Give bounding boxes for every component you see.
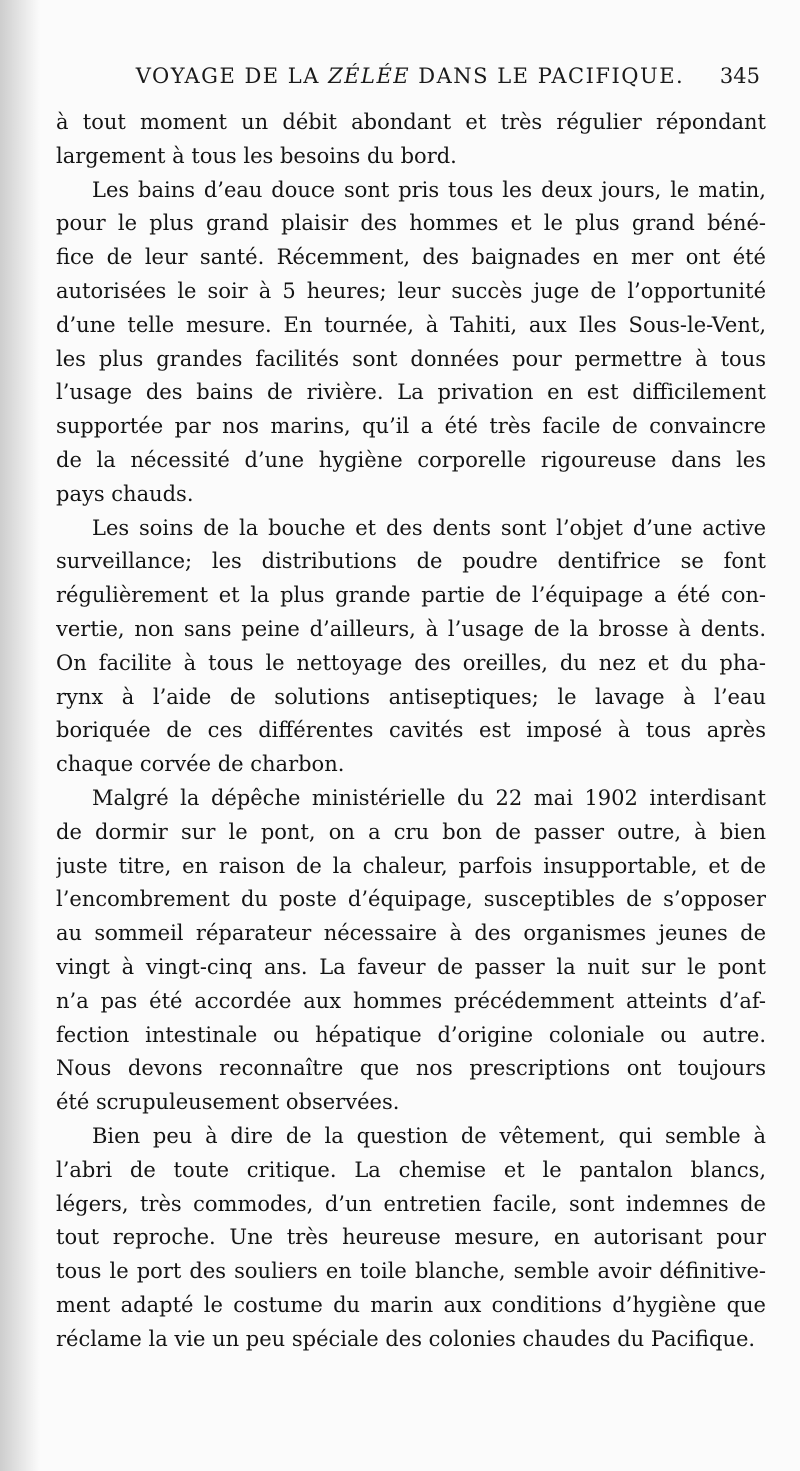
text-line: régulièrement et la plus grande partie de l’équipage a été con- — [56, 583, 766, 608]
text-line: l’encombrement du poste d’équipage, susceptibles de s’opposer — [56, 887, 766, 912]
text-line: rynx à l’aide de solutions antiseptiques; le lavage à l’eau — [56, 684, 766, 709]
text-line: de dormir sur le pont, on a cru bon de passer outre, à bien — [56, 819, 766, 844]
text-line: l’abri de toute critique. La chemise et le pantalon blancs, — [56, 1157, 766, 1182]
text-line: autorisées le soir à 5 heures; leur succès juge de l’opportunité — [56, 278, 766, 303]
text-line: chaque corvée de charbon. — [56, 752, 345, 777]
text-line: fection intestinale ou hépatique d’origine coloniale ou autre. — [56, 1022, 766, 1047]
text-line: l’usage des bains de rivière. La privation en est difficilement — [56, 380, 766, 405]
text-line: tous le port des souliers en toile blanche, semble avoir définitive- — [56, 1259, 766, 1284]
text-line: juste titre, en raison de la chaleur, parfois insupportable, et de — [56, 853, 766, 878]
text-line: tout reproche. Une très heureuse mesure, en autorisant pour — [56, 1225, 766, 1250]
header-title-ship-name: ZÉLÉE — [328, 64, 411, 88]
text-line: légers, très commodes, d’un entretien facile, sont indemnes de — [56, 1191, 766, 1216]
text-line: Les bains d’eau douce sont pris tous les deux jours, le matin, — [92, 177, 766, 202]
header-title-part2: DANS LE PACIFIQUE. — [410, 64, 685, 88]
text-line: d’une telle mesure. En tournée, à Tahiti, aux Iles Sous-le-Vent, — [56, 312, 766, 337]
paragraph — [56, 782, 766, 1120]
text-line: de la nécessité d’une hygiène corporelle rigoureuse dans les — [56, 447, 766, 472]
page-number: 345 — [719, 64, 760, 88]
text-line: On facilite à tous le nettoyage des oreilles, du nez et du pha- — [56, 650, 766, 675]
paragraph — [56, 1120, 766, 1357]
text-line: pour le plus grand plaisir des hommes et le plus grand béné- — [56, 211, 766, 236]
text-line: supportée par nos marins, qu’il a été très facile de convaincre — [56, 414, 766, 439]
page-edge-shadow — [0, 0, 40, 1471]
running-header — [60, 64, 760, 100]
text-line: surveillance; les distributions de poudre dentifrice se font — [56, 549, 766, 574]
text-line: réclame la vie un peu spéciale des colonies chaudes du Pacifique. — [56, 1326, 756, 1351]
paragraph — [56, 106, 766, 174]
paragraph — [56, 512, 766, 782]
text-line: à tout moment un débit abondant et très régulier répondant — [56, 110, 766, 134]
text-line: ment adapté le costume du marin aux conditions d’hygiène que — [56, 1292, 766, 1317]
text-line: vingt à vingt-cinq ans. La faveur de passer la nuit sur le pont — [56, 954, 766, 979]
header-title — [60, 64, 760, 88]
text-line: au sommeil réparateur nécessaire à des organismes jeunes de — [56, 921, 766, 946]
header-title-part1: VOYAGE DE LA — [135, 64, 329, 88]
text-line: les plus grandes facilités sont données pour permettre à tous — [56, 346, 766, 371]
text-line: n’a pas été accordée aux hommes précédemment atteints d’af- — [56, 988, 766, 1013]
text-line: largement à tous les besoins du bord. — [56, 143, 457, 168]
text-line: Nous devons reconnaître que nos prescriptions ont toujours — [56, 1056, 766, 1081]
text-line: Malgré la dépêche ministérielle du 22 mai 1902 interdisant — [92, 785, 766, 810]
text-line: Les soins de la bouche et des dents sont l’objet d’une active — [92, 515, 766, 540]
text-line: fice de leur santé. Récemment, des baignades en mer ont été — [56, 245, 766, 270]
text-line: pays chauds. — [56, 481, 194, 506]
text-line: boriquée de ces différentes cavités est imposé à tous après — [56, 718, 766, 743]
text-line: vertie, non sans peine d’ailleurs, à l’usage de la brosse à dents. — [56, 616, 766, 641]
text-line: Bien peu à dire de la question de vêtement, qui semble à — [92, 1123, 766, 1148]
text-line: été scrupuleusement observées. — [56, 1090, 400, 1115]
paragraph — [56, 174, 766, 512]
body-text — [56, 106, 766, 1356]
